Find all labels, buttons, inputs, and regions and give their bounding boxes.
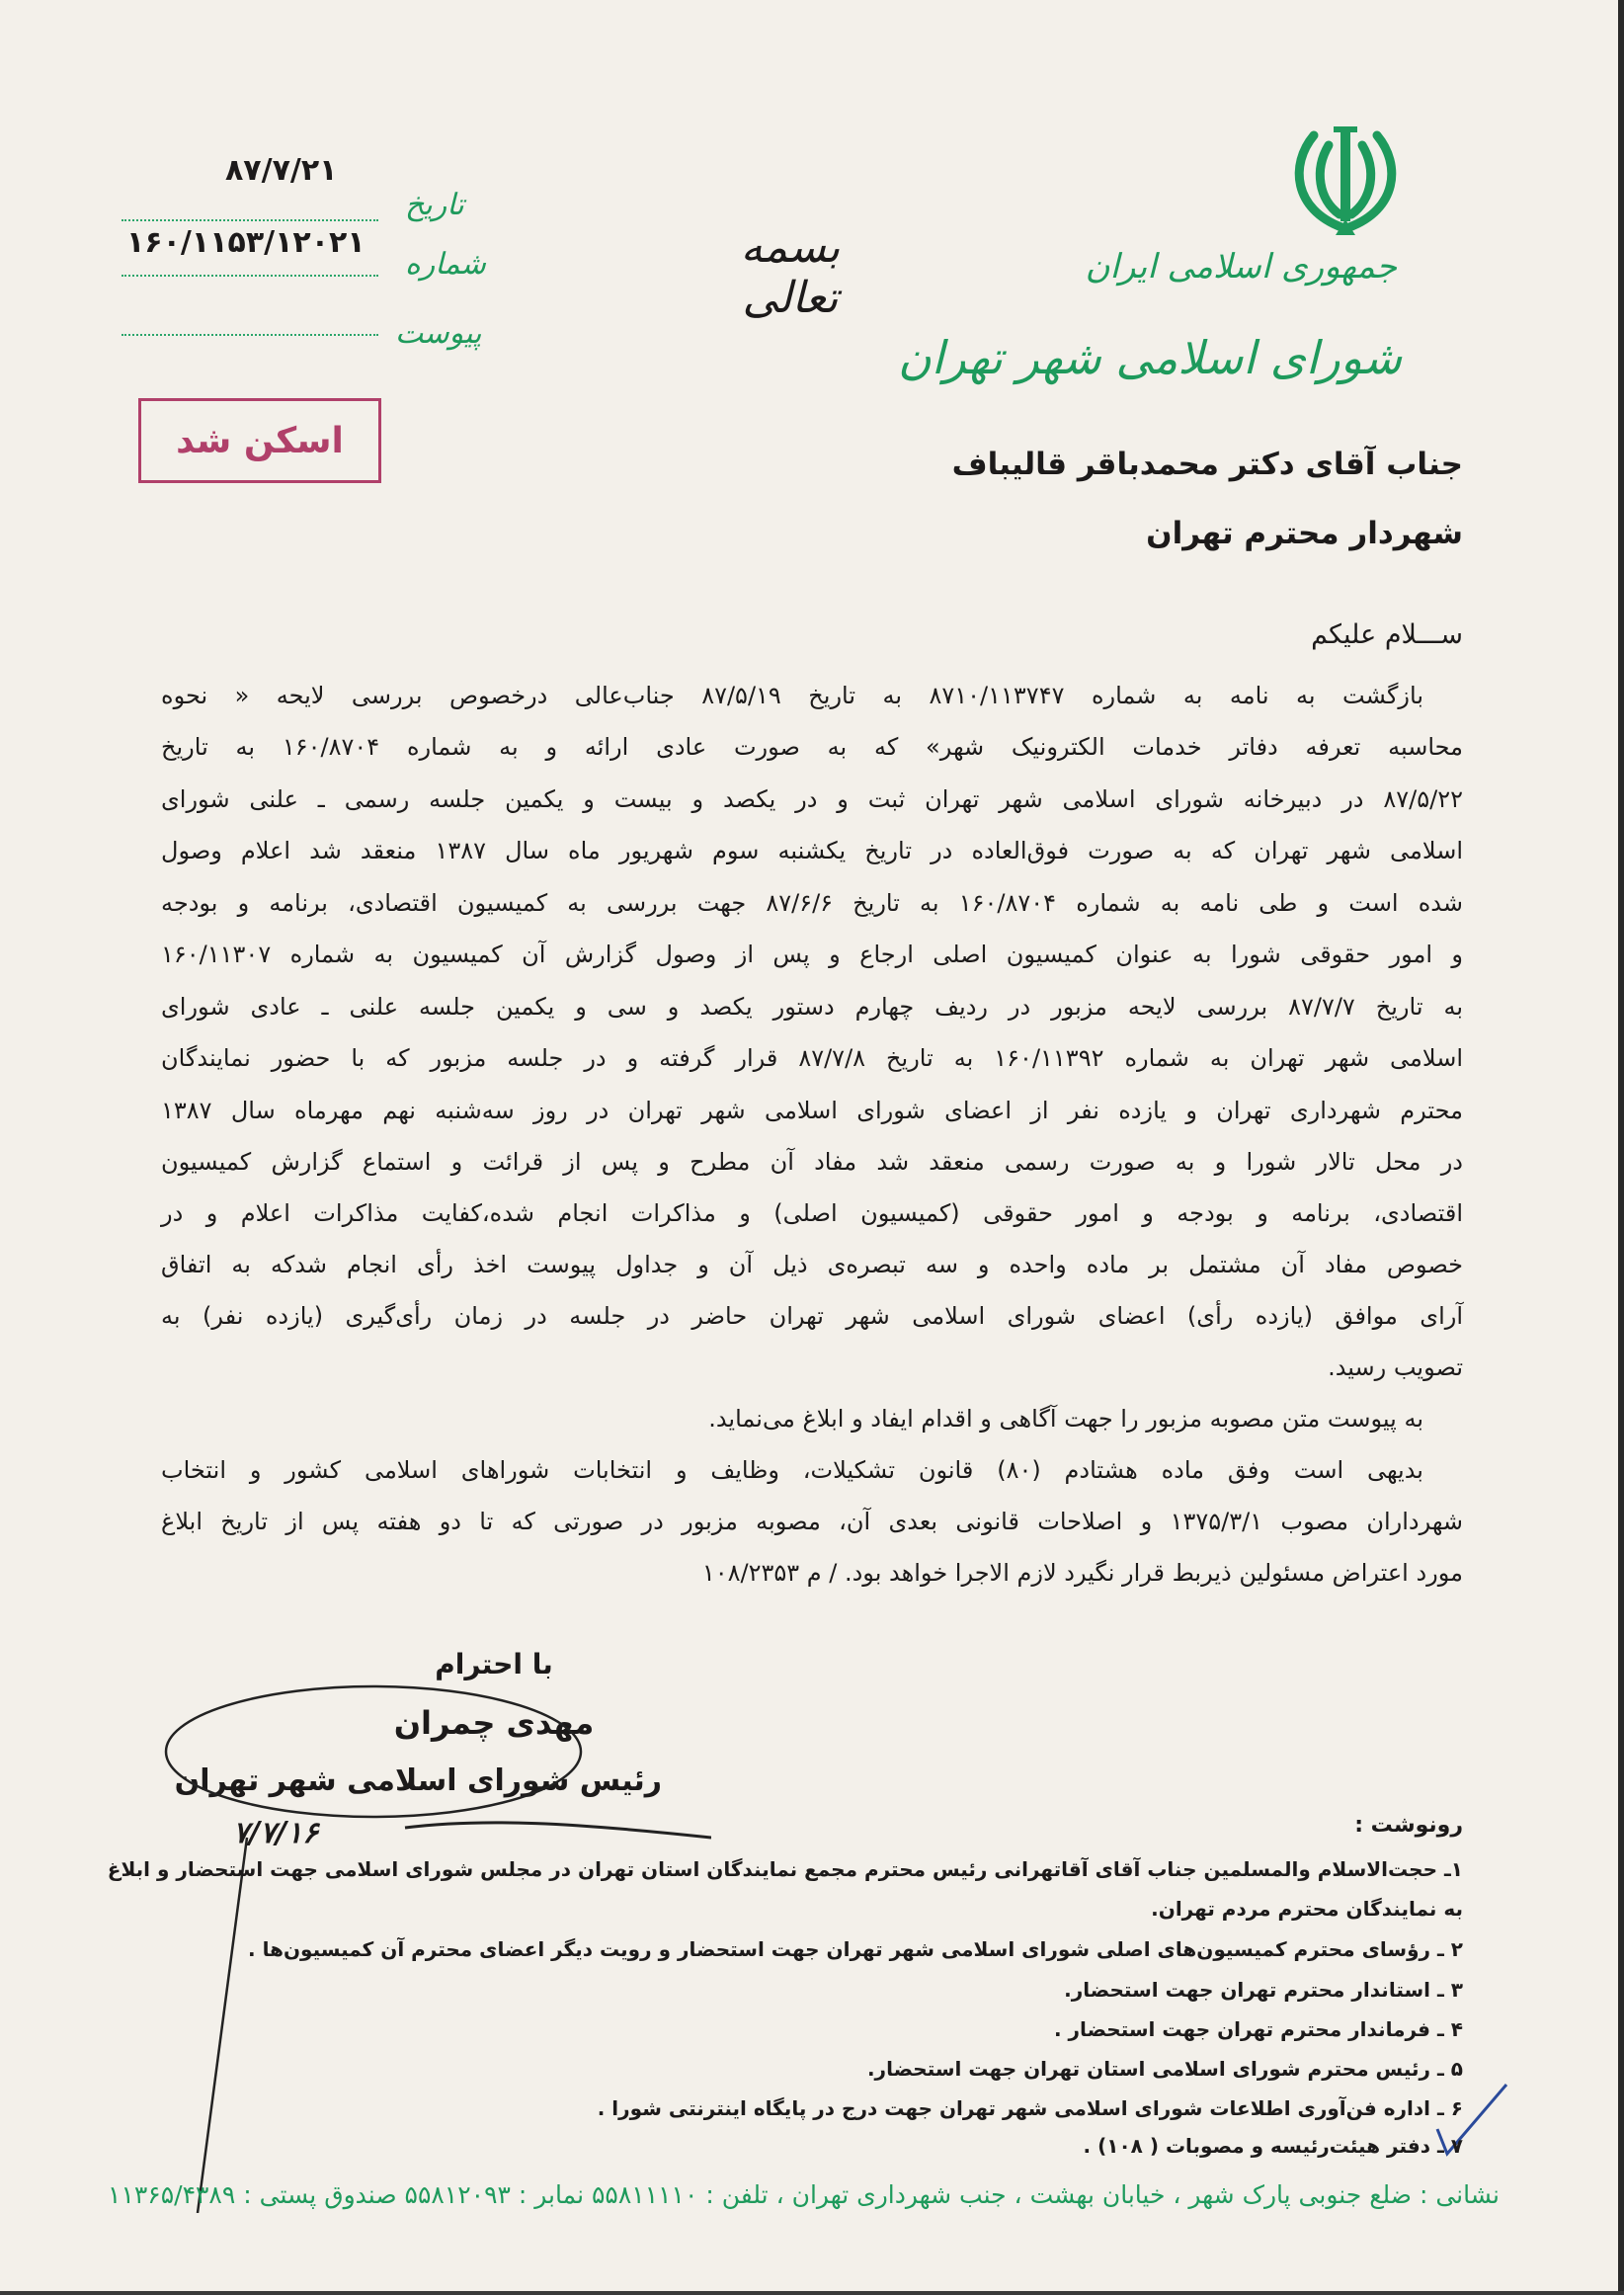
cc-item: ۱ـ حجت‌الاسلام والمسلمین جناب آقای آقاتهرانی رئیس محترم مجمع نمایندگان استان تهران در مجلس شورای اسلامی جهت استحضار و ابلاغ: [107, 1857, 1463, 1881]
cc-item: ۷ ـ دفتر هیئت‌رئیسه و مصوبات ( ۱۰۸) .: [1083, 2134, 1463, 2158]
body-line: ۸۷/۵/۲۲ در دبیرخانه شورای اسلامی شهر تهران ثبت و در یکصد و بیست و یکمین جلسه رسمی ـ علنی شورای: [161, 785, 1463, 813]
body-line: در محل تالار شورا و به صورت رسمی منعقد شد مفاد آن مطرح و پس از قرائت و استماع گزارش کمیسیون: [161, 1148, 1463, 1176]
org-name: شورای اسلامی شهر تهران: [898, 331, 1402, 384]
signer-title: رئیس شورای اسلامی شهر تهران: [174, 1763, 662, 1798]
cc-item: ۴ ـ فرماندار محترم تهران جهت استحضار .: [1053, 2017, 1463, 2041]
cc-item: ۶ ـ اداره فن‌آوری اطلاعات شورای اسلامی شهر تهران جهت درج در پایگاه اینترنتی شورا .: [597, 2096, 1463, 2120]
number-value: ۱۶۰/۱۱۵۳/۱۲۰۲۱: [126, 225, 365, 260]
body-line: به پیوست متن مصوبه مزبور را جهت آگاهی و اقدام ایفاد و ابلاغ می‌نماید.: [708, 1405, 1423, 1433]
body-line: آرای موافق (یازده رأی) اعضای شورای اسلامی شهر تهران حاضر در جلسه در زمان رأی‌گیری (یازده نفر) به: [161, 1302, 1463, 1330]
attachment-label: پیوست: [395, 316, 482, 351]
iran-emblem-icon: [1284, 121, 1407, 237]
handwritten-date: ۷/۷/۱۶: [233, 1816, 319, 1850]
body-line: بازگشت به نامه به شماره ۸۷۱۰/۱۱۳۷۴۷ به تاریخ ۸۷/۵/۱۹ جناب‌عالی درخصوص بررسی لایحه « نحوه: [161, 682, 1424, 709]
body-line: شهرداران مصوب ۱۳۷۵/۳/۱ و اصلاحات قانونی بعدی آن، مصوبه مزبور در صورتی که تا دو هفته پس از تاریخ ابلاغ: [161, 1508, 1463, 1535]
cc-heading: رونوشت :: [1354, 1813, 1463, 1838]
body-line: اسلامی شهر تهران که به صورت فوق‌العاده در تاریخ یکشنبه سوم شهریور ماه سال ۱۳۸۷ منعقد شد اعلام وصول: [161, 837, 1464, 864]
body-line: و امور حقوقی شورا به عنوان کمیسیون اصلی ارجاع و پس از وصول گزارش آن کمیسیون به شماره ۱۶۰/۱۱۳۰۷: [161, 941, 1463, 968]
recipient-title: شهردار محترم تهران: [1146, 516, 1463, 551]
closing: با احترام: [435, 1648, 553, 1680]
signer-name: مهدی چمران: [393, 1704, 595, 1742]
body-line: تصویب رسید.: [1328, 1353, 1463, 1381]
attachment-dotted-line: [122, 334, 378, 336]
number-dotted-line: [122, 275, 378, 277]
body-line: محاسبه تعرفه دفاتر خدمات الکترونیک شهر» که به صورت عادی ارائه و به شماره ۱۶۰/۸۷۰۴ به تاریخ: [161, 733, 1463, 761]
date-label: تاریخ: [405, 188, 464, 222]
cc-item: ۲ ـ رؤسای محترم کمیسیون‌های اصلی شورای اسلامی شهر تهران جهت استحضار و رویت دیگر اعضای محترم آن کمیسیون‌ها .: [248, 1937, 1463, 1961]
bismillah: بسمه تعالی: [740, 222, 841, 323]
cc-item: ۵ ـ رئیس محترم شورای اسلامی استان تهران جهت استحضار.: [866, 2057, 1463, 2081]
body-line: محترم شهرداری تهران و یازده نفر از اعضای شورای اسلامی شهر تهران در روز سه‌شنبه نهم مهرماه سال ۱۳۸۷: [161, 1097, 1463, 1124]
body-line: مورد اعتراض مسئولین ذیربط قرار نگیرد لازم الاجرا خواهد بود. / م ۱۰۸/۲۳۵۳: [701, 1559, 1463, 1587]
scanned-stamp: اسکن شد: [138, 398, 381, 483]
org-country: جمهوری اسلامی ایران: [1085, 247, 1397, 287]
page-edge: [1618, 0, 1624, 2295]
number-label: شماره: [405, 247, 486, 282]
body-line: اسلامی شهر تهران به شماره ۱۶۰/۱۱۳۹۲ به تاریخ ۸۷/۷/۸ قرار گرفته و در جلسه مزبور که با حضور نمایندگان: [161, 1044, 1463, 1072]
body-line: به تاریخ ۸۷/۷/۷ بررسی لایحه مزبور در ردیف چهارم دستور یکصد و سی و یکمین جلسه علنی ـ عادی شورای: [161, 993, 1463, 1021]
page-edge: [0, 2291, 1624, 2295]
cc-item: به نمایندگان محترم مردم تهران.: [1151, 1897, 1463, 1921]
body-line: بدیهی است وفق ماده هشتادم (۸۰) قانون تشکیلات، وظایف و انتخابات شوراهای اسلامی کشور و انتخاب: [161, 1456, 1423, 1484]
body-line: شده است و طی نامه به شماره ۱۶۰/۸۷۰۴ به تاریخ ۸۷/۶/۶ جهت بررسی به کمیسیون اقتصادی، برنامه و بودجه: [161, 889, 1464, 917]
footer-address: نشانی : ضلع جنوبی پارک شهر ، خیابان بهشت ، جنب شهرداری تهران ، تلفن : ۵۵۸۱۱۱۱۰ نمابر : ۵۵۸۱۲۰۹۳ صندوق پستی : ۱۱۳۶۵/۴۳۸۹: [108, 2180, 1500, 2209]
date-value: ۸۷/۷/۲۱: [225, 153, 338, 188]
body-line: خصوص مفاد آن مشتمل بر ماده واحده و سه تبصره‌ی ذیل آن و جداول پیوست اخذ رأی انجام شدکه به اتفاق: [161, 1251, 1463, 1278]
cc-item: ۳ ـ استاندار محترم تهران جهت استحضار.: [1064, 1978, 1463, 2002]
greeting: ســـلام علیکم: [1311, 619, 1463, 650]
recipient-name: جناب آقای دکتر محمدباقر قالیباف: [951, 447, 1463, 482]
body-line: اقتصادی، برنامه و بودجه و امور حقوقی (کمیسیون اصلی) و مذاکرات انجام شده،کفایت مذاکرات اعلام و در: [161, 1199, 1463, 1227]
date-dotted-line: [122, 219, 378, 221]
